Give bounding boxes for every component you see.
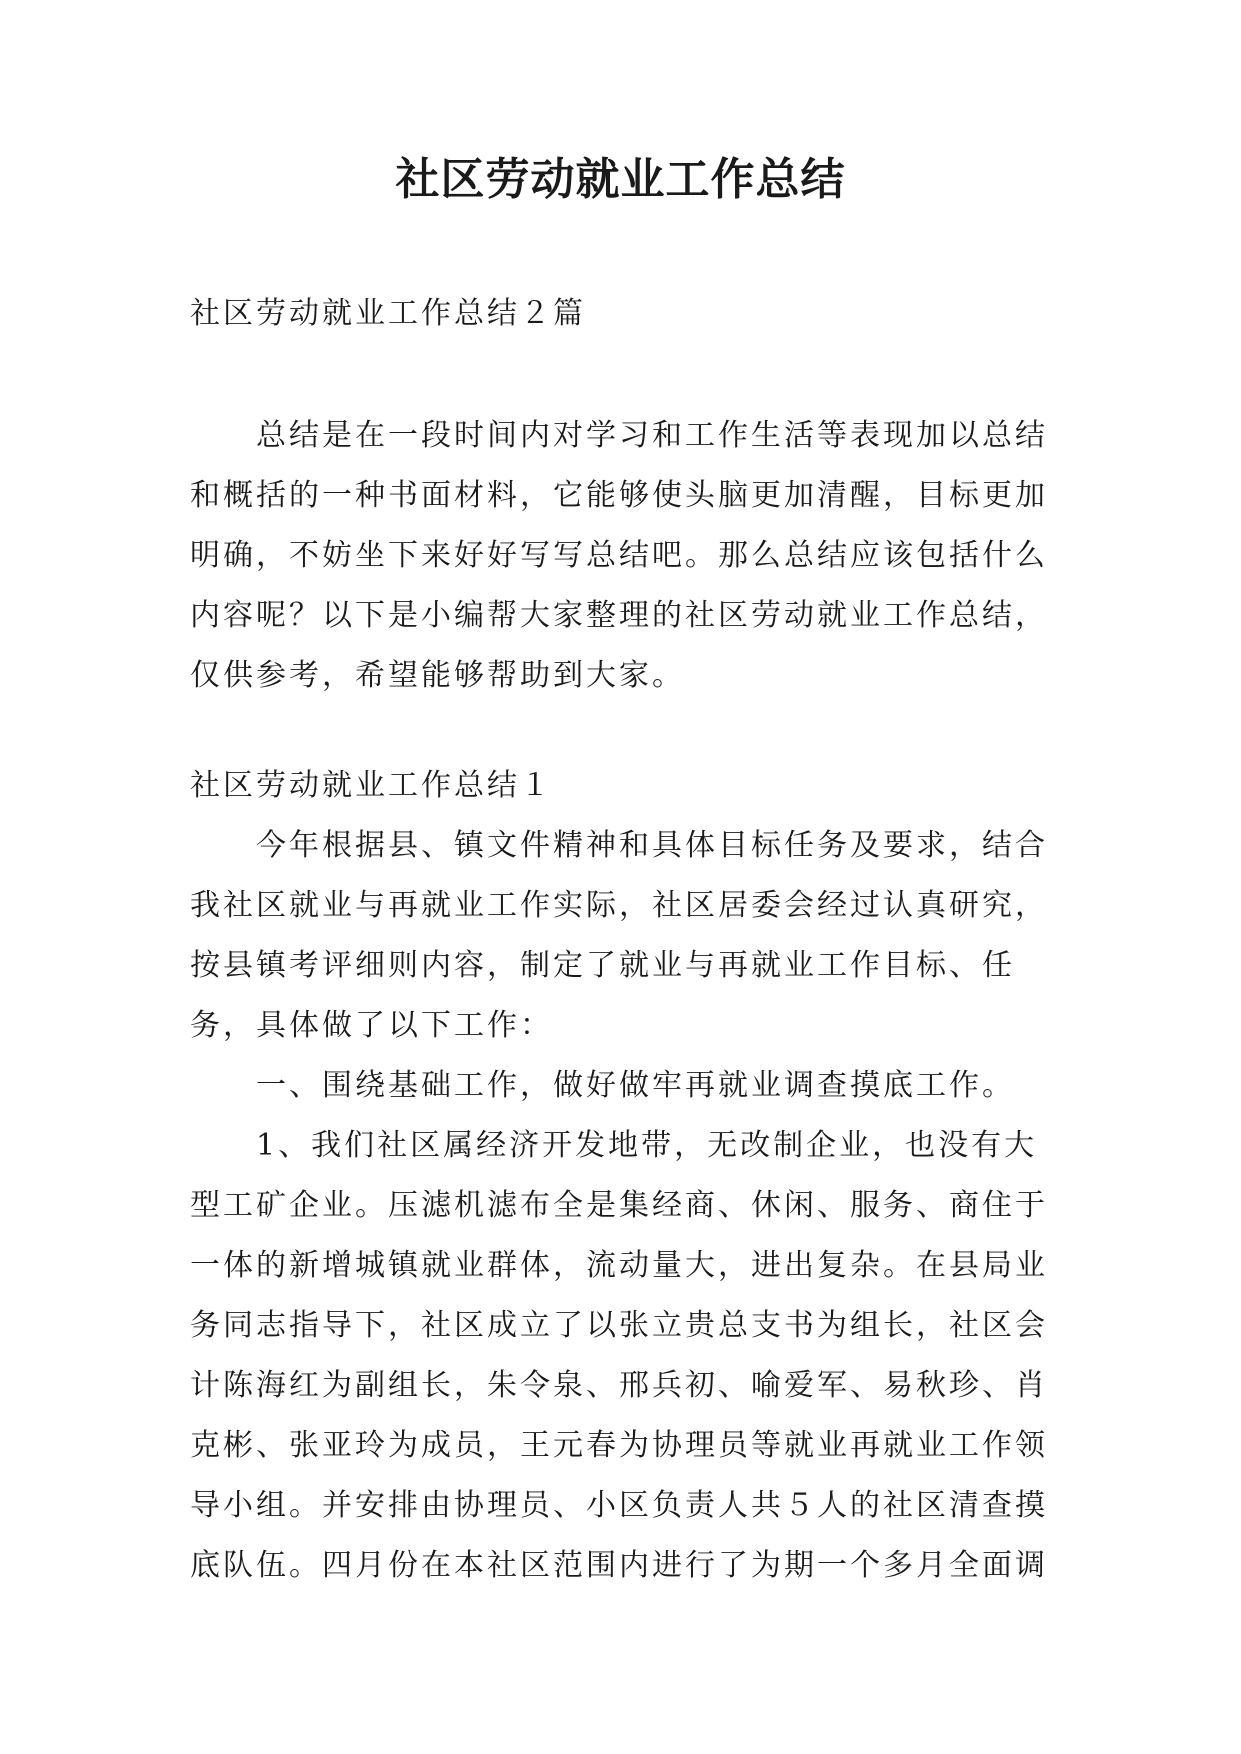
intro-paragraph: 总结是在一段时间内对学习和工作生活等表现加以总结和概括的一种书面材料，它能够使头脑更加清醒，目标更加明确，不妨坐下来好好写写总结吧。那么总结应该包括什么内容呢？以下是小编帮大家整理的社区劳动就业工作总结，仅供参考，希望能够帮助到大家。 <box>190 418 1048 693</box>
section-heading: 社区劳动就业工作总结１ <box>190 768 553 803</box>
document-title: 社区劳动就业工作总结 <box>395 154 846 205</box>
body-paragraph: 今年根据县、镇文件精神和具体目标任务及要求，结合我社区就业与再就业工作实际，社区居委会经过认真研究，按县镇考评细则内容，制定了就业与再就业工作目标、任务，具体做了以下工作： <box>190 828 1048 1043</box>
section-1 <box>190 756 1050 1596</box>
document-subtitle: 社区劳动就业工作总结２篇 <box>190 296 586 331</box>
body-paragraph: 一、围绕基础工作，做好做牢再就业调查摸底工作。 <box>256 1068 1015 1103</box>
intro-section <box>190 406 1050 706</box>
body-paragraph: 1、我们社区属经济开发地带，无改制企业，也没有大型工矿企业。压滤机滤布全是集经商、休闲、服务、商住于一体的新增城镇就业群体，流动量大，进出复杂。在县局业务同志指导下，社区成立了以张立贵总支书为组长，社区会计陈海红为副组长，朱令泉、邢兵初、喻爱军、易秋珍、肖克彬、张亚玲为成员，王元春为协理员等就业再就业工作领导小组。并安排由协理员、小区负责人共５人的社区清查摸底队伍。四月份在本社区范围内进行了为期一个多月全面调 <box>190 1128 1048 1583</box>
